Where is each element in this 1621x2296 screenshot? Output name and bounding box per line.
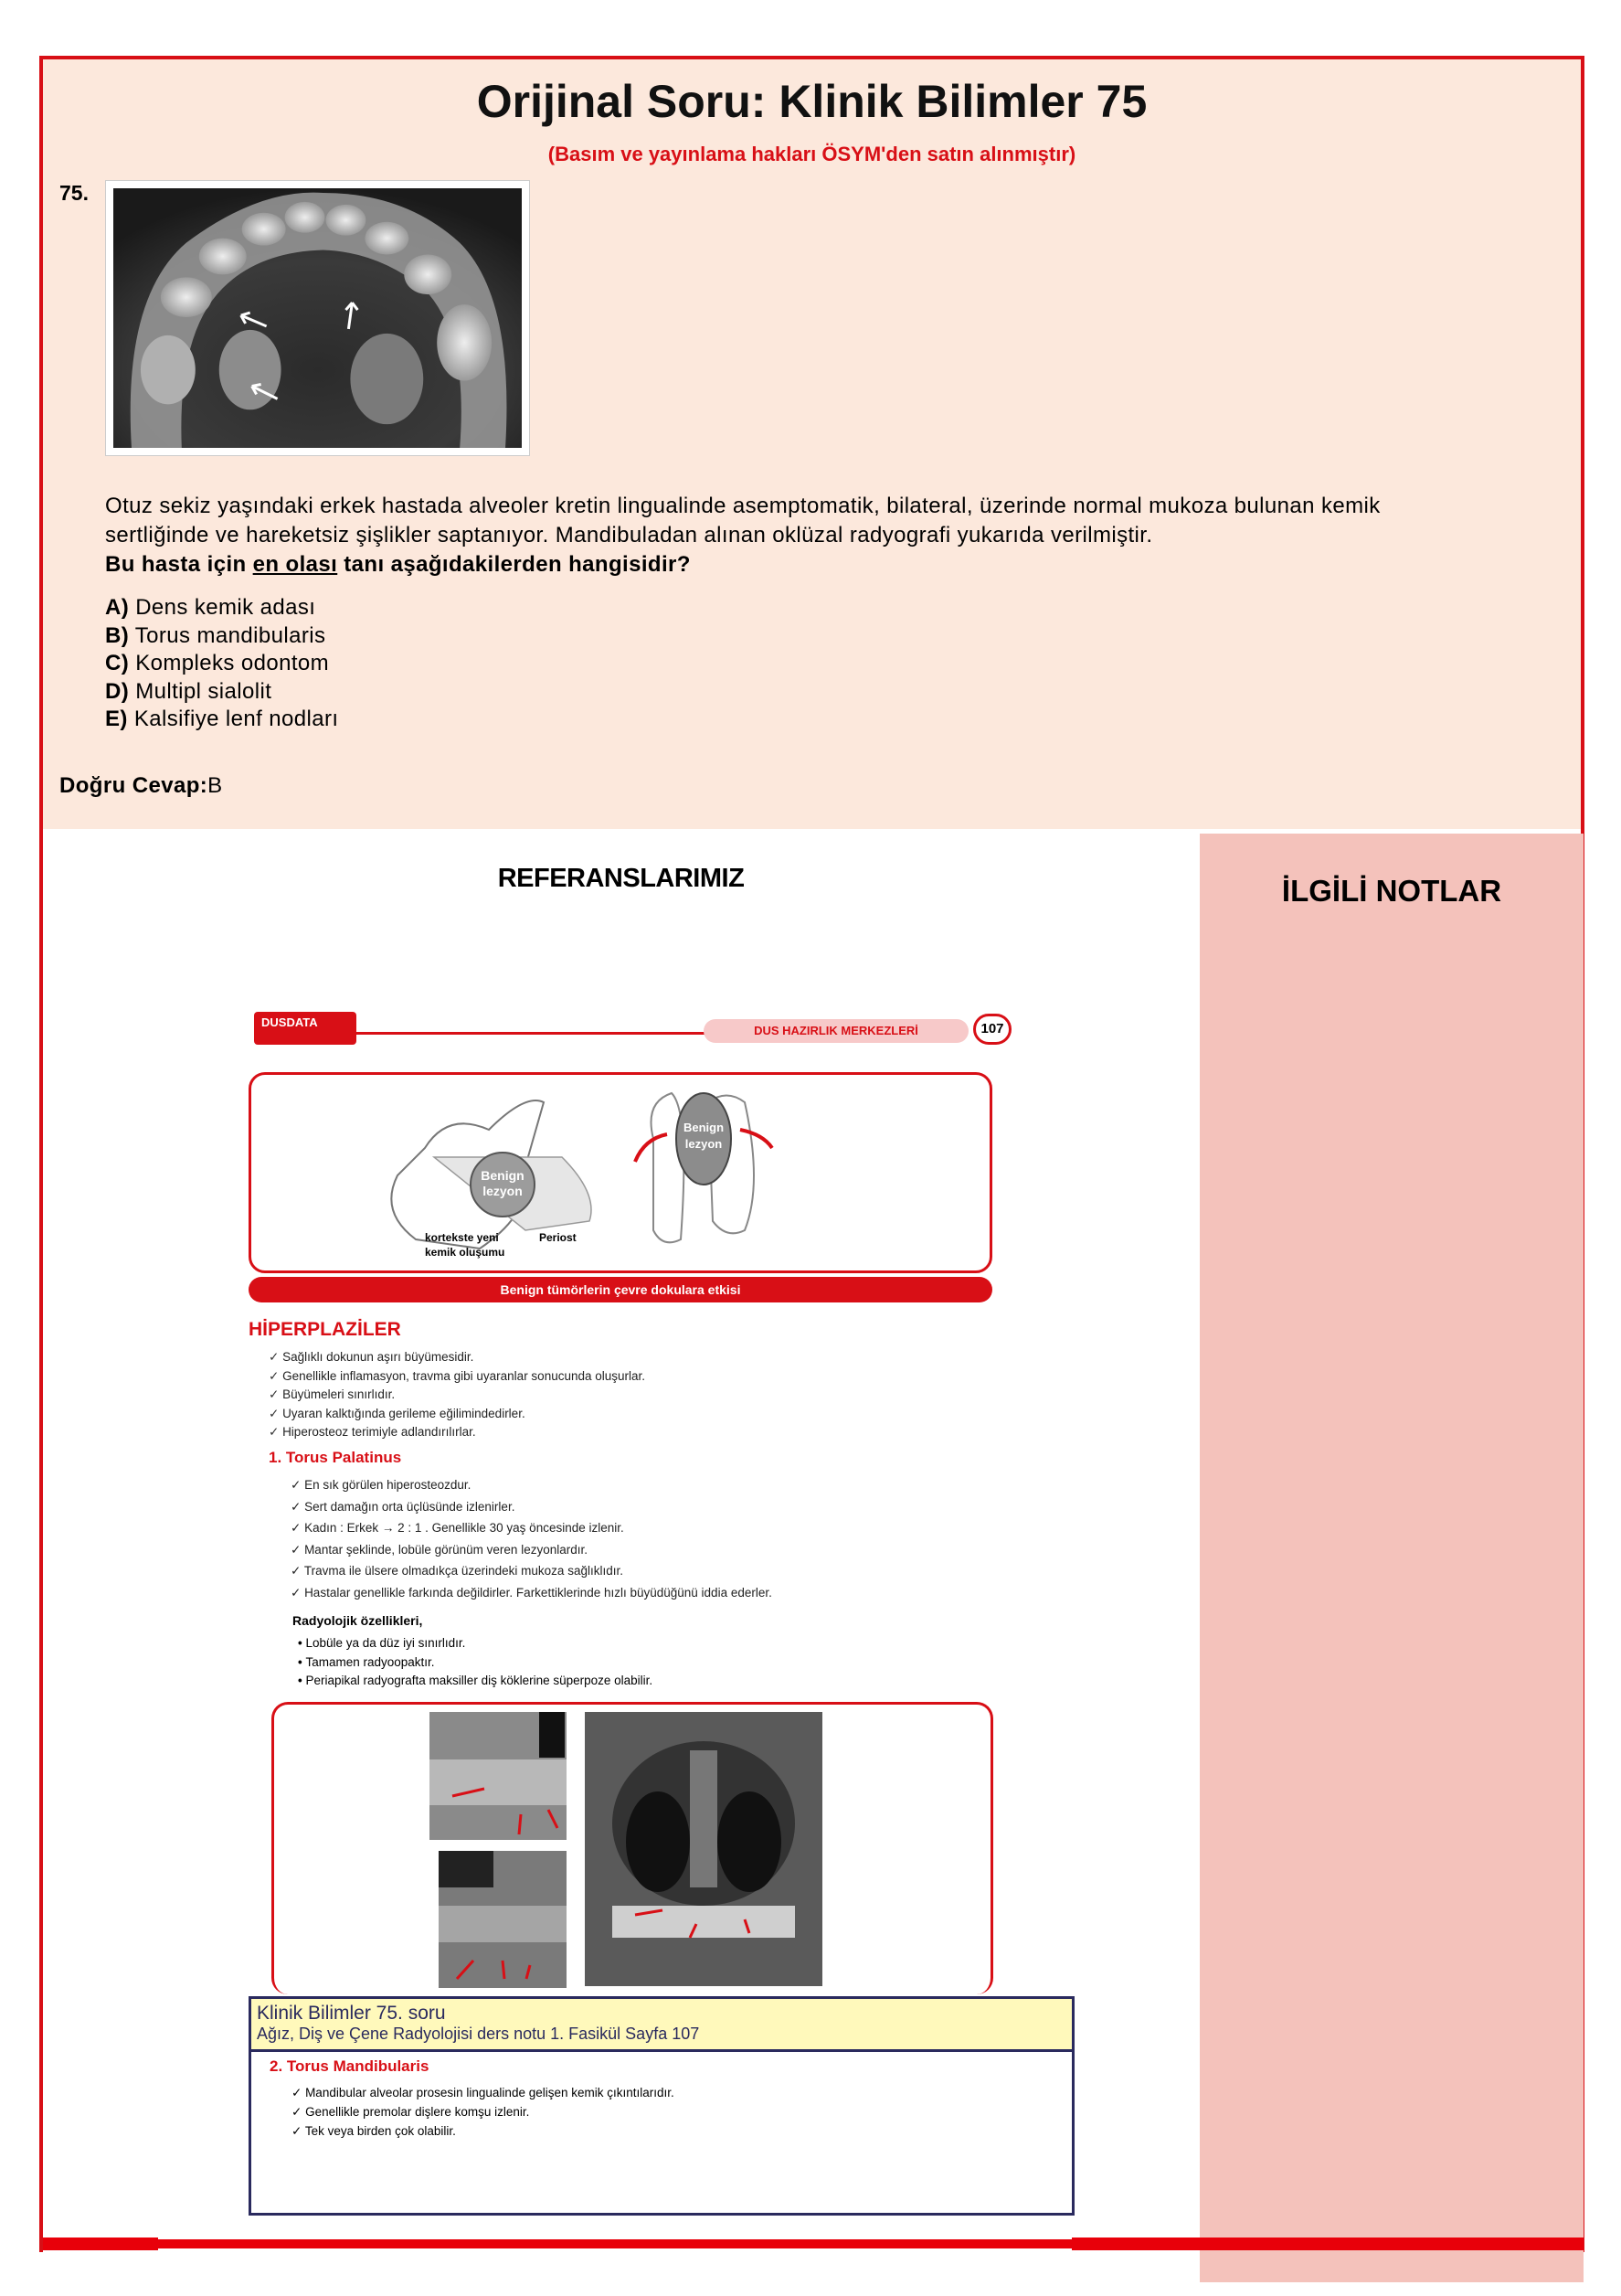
prompt-post: tanı aşağıdakilerden hangisidir? xyxy=(337,552,691,577)
benign-label-1: Benign xyxy=(481,1168,524,1183)
brand-logo: DUSDATA xyxy=(254,1012,356,1045)
bottom-bar-left xyxy=(43,2238,158,2250)
list-item: • Lobüle ya da düz iyi sınırlıdır. xyxy=(298,1634,652,1653)
hyperplasia-title: HİPERPLAZİLER xyxy=(249,1319,401,1340)
list-item: ✓ Genellikle premolar dişlere komşu izlenir. xyxy=(291,2102,1054,2121)
list-item: ✓ Büyümeleri sınırlıdır. xyxy=(269,1386,645,1405)
option-c xyxy=(105,650,338,678)
bottom-bar-middle xyxy=(158,2239,1072,2248)
benign-label-2: Benign xyxy=(683,1121,725,1134)
question-number: 75. xyxy=(59,181,89,205)
occlusal-radiograph xyxy=(105,180,530,456)
prompt-emphasis: en olası xyxy=(252,552,338,577)
radiologic-features-list xyxy=(298,1634,652,1691)
callout-body xyxy=(251,2052,1072,2146)
list-item: ✓ Travma ile ülsere olmadıkça üzerindeki mukoza sağlıklıdır. xyxy=(291,1560,772,1582)
question-prompt xyxy=(105,550,1485,579)
answer-options xyxy=(105,594,338,734)
option-d xyxy=(105,678,338,707)
page-number: 107 xyxy=(973,1014,1012,1045)
option-text: Multipl sialolit xyxy=(129,678,272,704)
option-letter: B) xyxy=(105,622,130,648)
radiograph-panel xyxy=(271,1702,993,1994)
option-text: Torus mandibularis xyxy=(129,622,326,648)
copyright-note: (Basım ve yayınlama hakları ÖSYM'den satın alınmıştır) xyxy=(547,143,1076,165)
option-letter: C) xyxy=(105,651,130,675)
option-text: Kalsifiye lenf nodları xyxy=(127,707,339,731)
notes-title: İLGİLİ NOTLAR xyxy=(1281,874,1502,908)
option-text: Kompleks odontom xyxy=(129,651,330,675)
reference-page xyxy=(247,1010,1014,1997)
callout-header xyxy=(251,1999,1072,2052)
references-title: REFERANSLARIMIZ xyxy=(497,864,745,893)
reference-callout xyxy=(249,1996,1075,2216)
list-item: ✓ Hastalar genellikle farkında değildirler. Farkettiklerinde hızlı büyüdüğünü iddia ederler. xyxy=(291,1582,772,1604)
list-item: • Periapikal radyografta maksiller diş köklerine süperpoze olabilir. xyxy=(298,1672,652,1691)
option-b xyxy=(105,622,338,651)
list-item: ✓ En sık görülen hiperosteozdur. xyxy=(291,1474,772,1496)
list-item: ✓ Uyaran kalktığında gerileme eğilimindedirler. xyxy=(269,1405,645,1424)
question-stem xyxy=(105,492,1485,579)
answer-label: Doğru Cevap: xyxy=(59,773,208,798)
lezyon-label-1: lezyon xyxy=(482,1184,523,1198)
list-item: ✓ Mantar şeklinde, lobüle görünüm veren lezyonlardır. xyxy=(291,1539,772,1561)
option-a xyxy=(105,594,338,622)
question-title: Orijinal Soru: Klinik Bilimler 75 xyxy=(476,76,1148,127)
bottom-bar-right xyxy=(1072,2238,1584,2250)
option-letter: D) xyxy=(105,678,130,704)
hyperplasia-list xyxy=(269,1348,645,1442)
answer-value: B xyxy=(207,773,223,798)
stem-line-2: sertliğinde ve hareketsiz şişlikler saptanıyor. Mandibuladan alınan oklüzal radyografi yukarıda verilmiştir. xyxy=(105,523,1153,547)
torus-palatinus-title: 1. Torus Palatinus xyxy=(269,1449,402,1466)
prompt-pre: Bu hasta için xyxy=(105,552,253,577)
radiologic-features-title: Radyolojik özellikleri, xyxy=(292,1613,423,1628)
list-item: ✓ Sağlıklı dokunun aşırı büyümesidir. xyxy=(269,1348,645,1367)
list-item: ✓ Genellikle inflamasyon, travma gibi uyaranlar sonucunda oluşurlar. xyxy=(269,1367,645,1387)
header-label: DUS HAZIRLIK MERKEZLERİ xyxy=(704,1019,969,1043)
list-item: • Tamamen radyoopaktır. xyxy=(298,1653,652,1673)
option-letter: E) xyxy=(105,707,128,731)
figure-caption: Benign tümörlerin çevre dokulara etkisi xyxy=(249,1277,992,1302)
kortekste-label: kortekste yeni xyxy=(425,1231,499,1244)
list-item: ✓ Mandibular alveolar prosesin lingualinde gelişen kemik çıkıntılarıdır. xyxy=(291,2083,1054,2102)
callout-title: Klinik Bilimler 75. soru xyxy=(257,2003,446,2024)
stem-line-1: Otuz sekiz yaşındaki erkek hastada alveoler kretin lingualinde asemptomatik, bilateral, üzerinde normal mukoza bulunan kemik xyxy=(105,494,1381,518)
torus-mandibularis-title: 2. Torus Mandibularis xyxy=(270,2057,429,2075)
benign-figure xyxy=(249,1072,992,1273)
option-e xyxy=(105,706,338,734)
periost-label: Periost xyxy=(539,1231,577,1244)
kemik-label: kemik oluşumu xyxy=(425,1246,505,1259)
torus-mandibularis-list xyxy=(270,2083,1054,2141)
callout-source: Ağız, Diş ve Çene Radyolojisi ders notu 1. Fasikül Sayfa 107 xyxy=(257,2025,700,2043)
reference-header xyxy=(247,1010,1014,1048)
lezyon-label-2: lezyon xyxy=(684,1137,723,1151)
list-item: ✓ Tek veya birden çok olabilir. xyxy=(291,2121,1054,2141)
correct-answer xyxy=(59,773,223,799)
list-item: ✓ Sert damağın orta üçlüsünde izlenirler. xyxy=(291,1496,772,1518)
torus-palatinus-list xyxy=(291,1474,772,1603)
related-notes-panel xyxy=(1200,834,1584,2282)
option-letter: A) xyxy=(105,595,130,620)
option-text: Dens kemik adası xyxy=(129,595,316,620)
list-item: ✓ Hiperosteoz terimiyle adlandırılırlar. xyxy=(269,1423,645,1442)
list-item: ✓ Kadın : Erkek → 2 : 1 . Genellikle 30 yaş öncesinde izlenir. xyxy=(291,1517,772,1539)
